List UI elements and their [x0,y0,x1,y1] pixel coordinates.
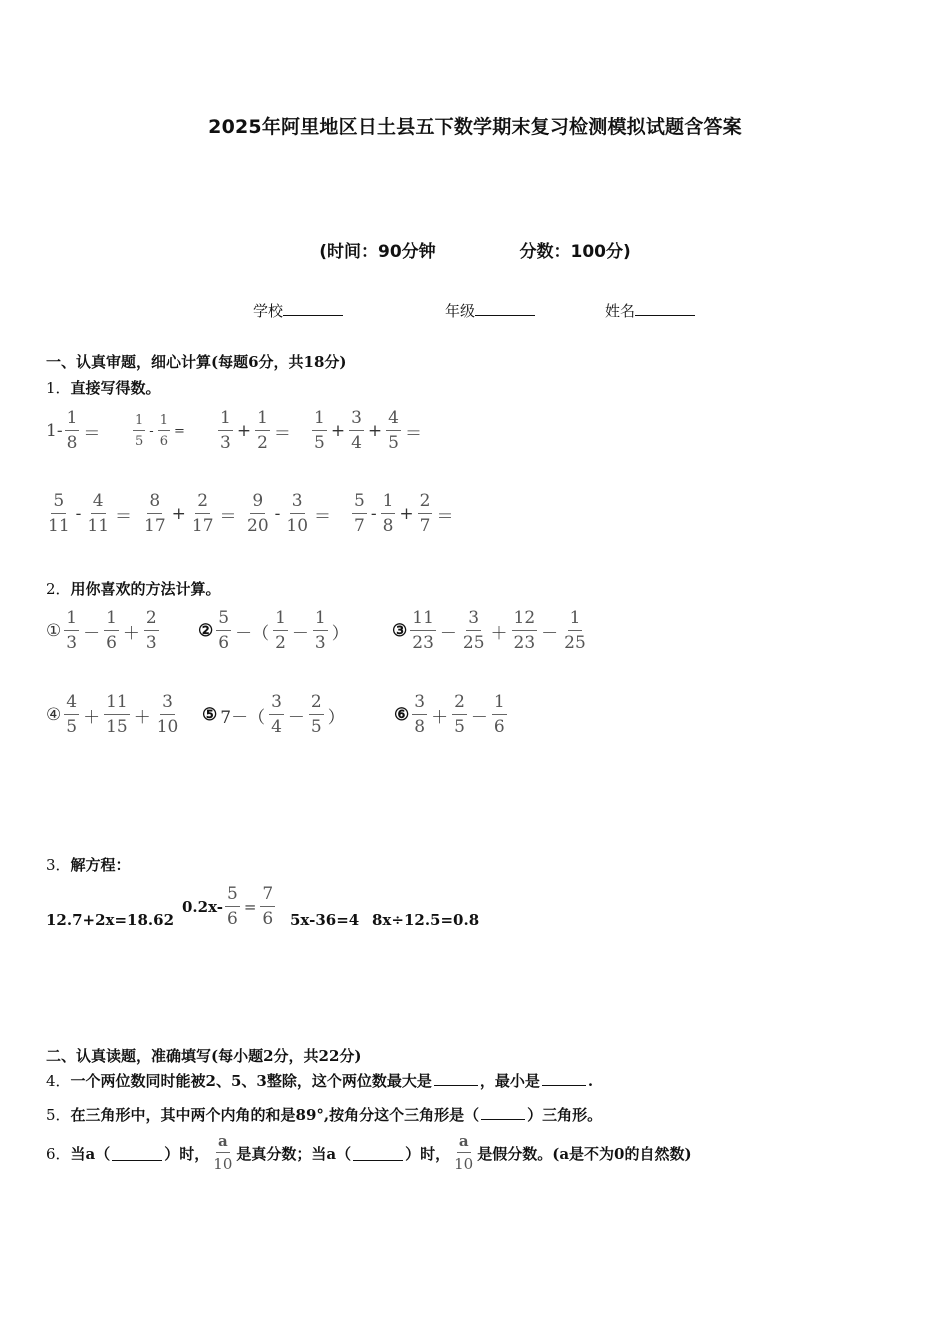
operator: + [171,504,186,524]
operator: - [370,504,377,524]
question-4 [46,1070,593,1091]
fraction: $\frac{3}{25}$ [462,608,485,653]
fraction: $\frac{3}{4}$ [351,408,362,453]
fraction: $\frac{a}{10}$ [213,1132,233,1173]
calc-1h [350,493,453,535]
equals-sign: ＝ [219,506,237,527]
operator: - [274,504,281,524]
fraction: $\frac{2}{17}$ [191,491,214,536]
fraction: $\frac{a}{10}$ [454,1132,474,1173]
school-blank[interactable] [283,301,343,316]
question-text: 当a（ [70,1144,111,1163]
equation-1: 12.7+2x=18.62 [46,911,175,929]
operator: ） [327,707,345,728]
question-1 [46,377,161,398]
operator: + [236,421,252,441]
exam-score: 分数：100分) [519,242,631,262]
question-text: ）三角形。 [527,1106,603,1124]
operator: － [291,623,309,644]
fraction: $\frac{1}{8}$ [66,408,78,453]
question-text: ）时， [164,1144,210,1163]
problem-2-1 [46,610,161,652]
fraction: $\frac{5}{6}$ [227,884,238,929]
operator: ） [331,623,349,644]
fraction: $\frac{1}{6}$ [106,608,117,653]
operator: － [541,623,559,644]
page-title: 2025年阿里地区日土县五下数学期末复习检测模拟试题含答案 [208,116,742,138]
operator: ＋ [133,707,151,728]
calc-1f [140,493,237,535]
answer-blank[interactable] [353,1145,403,1161]
section-1-heading: 一、认真审题，细心计算(每题6分，共18分) [46,353,347,371]
fraction: $\frac{1}{6}$ [159,413,168,449]
calc-1b [131,414,185,448]
fraction: $\frac{1}{3}$ [220,408,231,453]
problem-2-4 [46,694,182,736]
problem-mark: ⑥ [394,705,410,725]
operator: + [330,421,346,441]
grade-label: 年级 [445,302,476,320]
equals-sign: ＝ [404,423,422,444]
question-text: 用你喜欢的方法计算。 [70,580,221,598]
problem-2-6 [394,694,509,736]
name-field[interactable] [605,300,695,321]
fraction: $\frac{8}{17}$ [144,491,166,536]
operator: ＋ [83,707,101,728]
question-3 [46,854,131,875]
question-number: 5． [46,1106,71,1124]
question-text: 是假分数。(a是不为0的自然数) [477,1144,692,1163]
calc-1g [243,493,331,535]
operator: - [149,423,154,439]
question-text: ，最小是 [479,1072,540,1090]
exam-meta [0,237,950,262]
question-5 [46,1104,602,1125]
answer-blank[interactable] [481,1104,525,1120]
operator: － [287,707,305,728]
equation-prefix: 0.2x- [182,898,224,916]
operator: + [399,504,414,524]
question-text: . [587,1072,594,1090]
fraction: $\frac{7}{6}$ [262,884,274,929]
operator: - [75,504,82,524]
operator: －（ [235,623,270,644]
answer-blank[interactable] [434,1070,478,1086]
fraction: $\frac{3}{8}$ [414,692,426,737]
question-text: 在三角形中，其中两个内角的和是89°,按角分这个三角形是（ [70,1106,480,1124]
fraction: $\frac{9}{20}$ [247,491,269,536]
operator: + [367,421,383,441]
fraction: $\frac{12}{23}$ [513,608,536,653]
equation-3: 5x-36=4 [290,911,360,929]
school-field[interactable] [253,300,343,321]
fraction: $\frac{1}{8}$ [382,491,394,536]
fraction: $\frac{1}{5}$ [314,408,325,453]
question-number: 3． [46,856,71,874]
fraction: $\frac{1}{3}$ [314,608,326,653]
exam-time: (时间：90分钟 [319,242,436,262]
answer-blank[interactable] [542,1070,586,1086]
fraction: $\frac{2}{3}$ [145,608,157,653]
fraction: $\frac{3}{10}$ [286,491,309,536]
operator: ＋ [122,623,140,644]
equals-sign: ＝ [83,423,101,444]
equals-sign: ＝ [273,423,291,444]
name-blank[interactable] [635,301,695,316]
fraction: $\frac{3}{4}$ [271,692,282,737]
equals-sign: ＝ [115,506,133,527]
question-number: 2． [46,580,71,598]
section-2-heading: 二、认真读题，准确填写(每小题2分，共22分) [46,1047,362,1065]
problem-mark: ④ [46,705,62,725]
fraction: $\frac{2}{5}$ [310,692,322,737]
grade-blank[interactable] [475,301,535,316]
fraction: $\frac{11}{23}$ [412,608,434,653]
problem-mark: ⑤ [202,705,218,725]
name-label: 姓名 [605,302,636,320]
fraction: $\frac{4}{5}$ [66,692,78,737]
question-text: ）时， [405,1144,451,1163]
equals-sign: ＝ [436,506,454,527]
calc-1d [310,410,422,452]
operator: － [439,623,457,644]
operator: － [83,623,101,644]
fraction: $\frac{4}{5}$ [388,408,399,453]
fraction: $\frac{5}{7}$ [354,491,365,536]
equation-4: 8x÷12.5=0.8 [372,911,480,929]
fraction: $\frac{4}{11}$ [87,491,110,536]
calc-1a [46,410,100,452]
question-text: 直接写得数。 [70,379,161,397]
whole-number: 1- [46,421,63,441]
question-text: 是真分数；当a（ [236,1144,352,1163]
question-text: 解方程： [70,856,131,874]
problem-2-5 [202,694,347,736]
fraction: $\frac{1}{2}$ [275,608,286,653]
fraction: $\frac{5}{6}$ [218,608,230,653]
fraction: $\frac{11}{15}$ [106,692,128,737]
question-number: 4． [46,1072,71,1090]
question-6 [46,1134,692,1172]
problem-2-2 [198,610,351,652]
question-2 [46,578,221,599]
question-number: 1． [46,379,71,397]
equals-sign: ＝ [314,506,332,527]
fraction: $\frac{1}{5}$ [135,413,144,449]
fraction: $\frac{1}{6}$ [493,692,505,737]
question-number: 6． [46,1144,71,1163]
equation-2 [182,886,277,928]
operator: 7－（ [220,707,266,728]
calc-1e [44,493,132,535]
fraction: $\frac{1}{3}$ [66,608,78,653]
calc-1c [216,410,291,452]
fraction: $\frac{1}{2}$ [257,408,268,453]
operator: ＋ [490,623,508,644]
equals-sign: = [173,423,185,439]
problem-2-3 [392,610,590,652]
fraction: $\frac{2}{5}$ [454,692,465,737]
operator: － [470,707,488,728]
grade-field[interactable] [445,300,535,321]
fraction: $\frac{2}{7}$ [419,491,431,536]
fraction: $\frac{3}{10}$ [156,692,179,737]
fraction: $\frac{5}{11}$ [48,491,70,536]
equals-sign: = [243,898,257,916]
answer-blank[interactable] [112,1145,162,1161]
operator: ＋ [431,707,449,728]
question-text: 一个两位数同时能被2、5、3整除，这个两位数最大是 [70,1072,432,1090]
problem-mark: ② [198,621,214,641]
problem-mark: ① [46,621,62,641]
fraction: $\frac{1}{25}$ [564,608,586,653]
problem-mark: ③ [392,621,408,641]
school-label: 学校 [253,302,284,320]
